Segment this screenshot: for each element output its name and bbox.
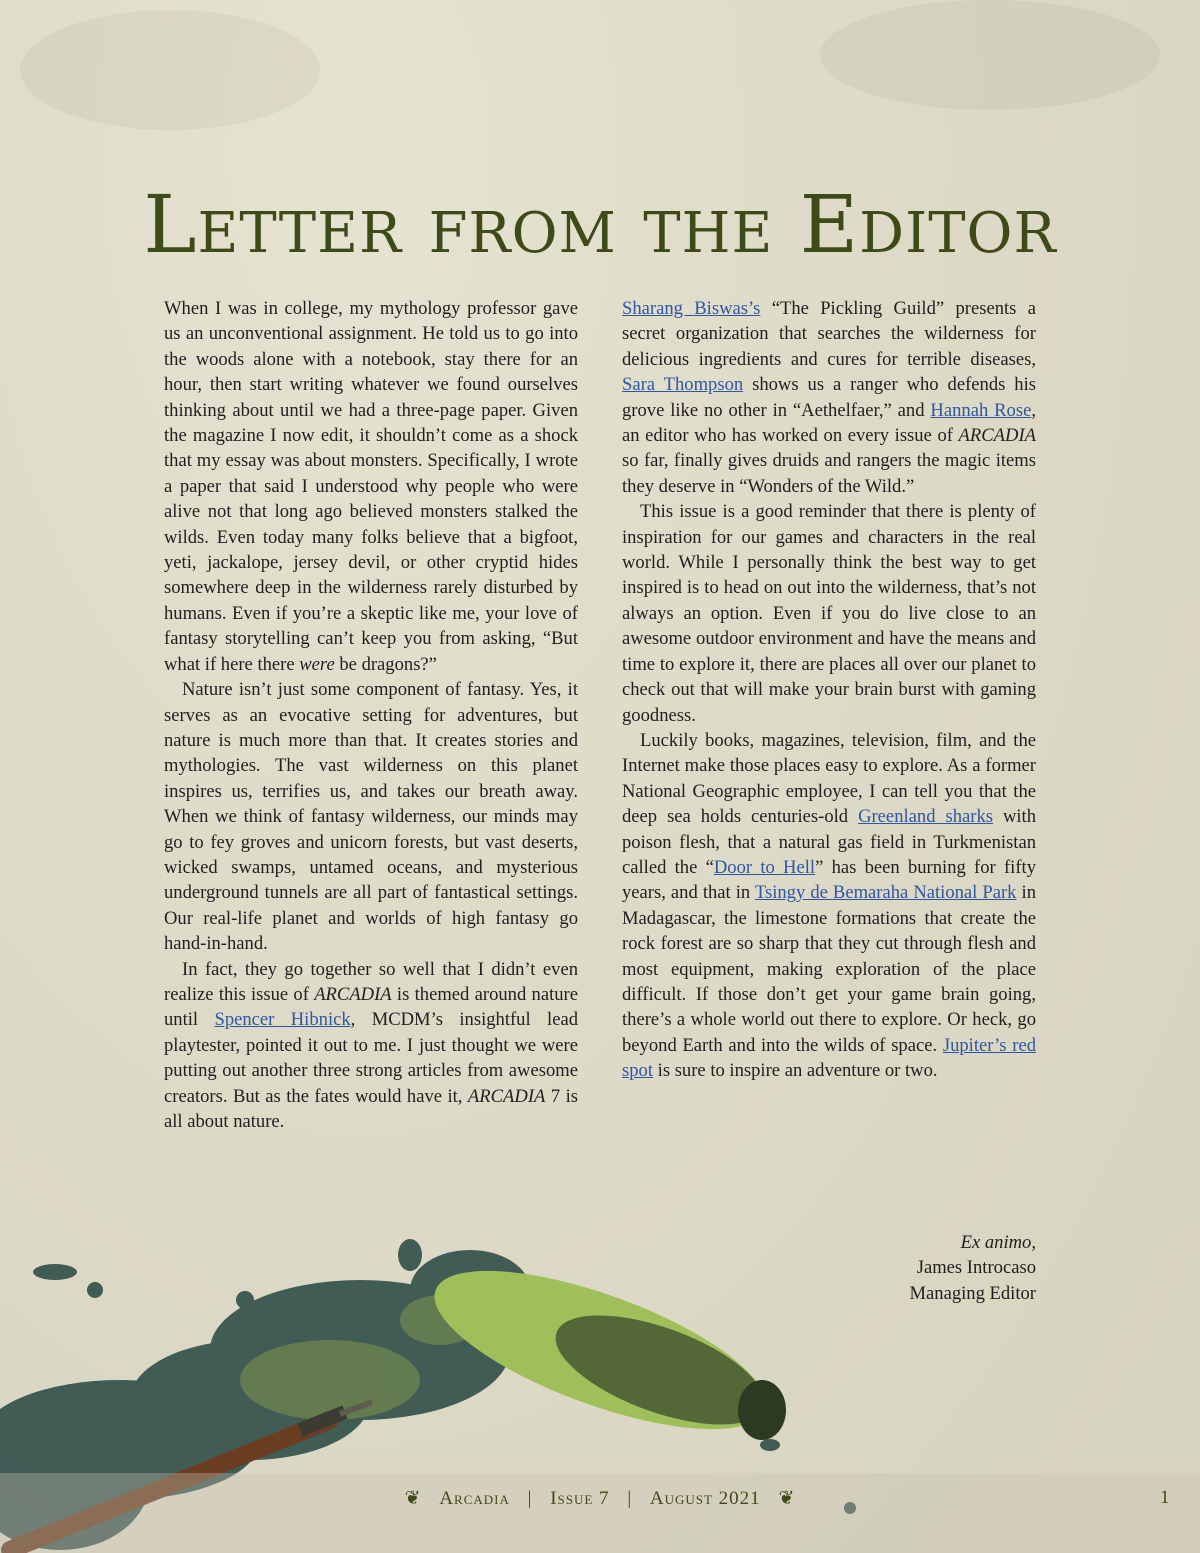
footer-band: [0, 1473, 1200, 1553]
footer-issue: Issue 7: [550, 1488, 610, 1509]
inline-link[interactable]: Spencer Hibnick: [214, 1009, 351, 1031]
text-run: Nature isn’t just some component of fantasy. Yes, it serves as an evocative setting for adventures, but nature is much more than that. It creates stories and mythologies. The vast wilderness on this planet inspires us, terrifies us, and takes our breath away. When we think of fantasy wilderness, our minds may go to fey groves and unicorn forests, but vast deserts, wicked swamps, untamed oceans, and mysterious underground tunnels are all part of fantastical settings. Our real-life planet and worlds of high fantasy go hand-in-hand.: [164, 679, 578, 955]
text-run: In fact, they go together so well that I didn’t even realize this issue of: [164, 958, 578, 1005]
text-run: ” has been burning for fifty years, and that in: [622, 856, 1036, 904]
italic-text: were: [299, 653, 335, 675]
text-run: in Madagascar, the limestone formations that create the rock forest are so sharp that they cut through flesh and most equipment, making exploration of the place difficult. If those don’t get your game brain going, there’s a whole world out there to explore. Or heck, go beyond Earth and into the wilds of space.: [622, 882, 1036, 1056]
page-footer: [0, 1487, 1200, 1510]
text-run: be dragons?”: [334, 653, 437, 675]
italic-text: ARCADIA: [958, 425, 1036, 447]
signoff-role: Managing Editor: [909, 1282, 1036, 1304]
body-paragraph: [622, 499, 1036, 728]
text-run: This issue is a good reminder that there is plenty of inspiration for our games and characters in the real world. While I personally think the best way to get inspired is to head on out into the wilderness, that’s not always an option. Even if you do live close to an awesome outdoor environment and have the means and time to explore it, there are places all over our planet to check out that will make your brain burst with gaming goodness.: [622, 501, 1036, 726]
body-paragraph: [164, 677, 578, 956]
footer-separator: |: [527, 1488, 533, 1509]
inline-link[interactable]: Hannah Rose: [930, 399, 1032, 421]
body-paragraph: [622, 728, 1036, 1084]
inline-link[interactable]: Tsingy de Bemaraha National Park: [754, 882, 1017, 904]
footer-magazine: Arcadia: [439, 1488, 510, 1509]
inline-link[interactable]: Sharang Biswas’s: [622, 298, 761, 319]
italic-text: ARCADIA: [314, 983, 392, 1005]
text-run: with poison flesh, that a natural gas field in Turkmenistan called the “: [622, 806, 1037, 878]
text-run: When I was in college, my mythology professor gave us an unconventional assignment. He told us to go into the woods alone with a notebook, stay there for an hour, then start writing whatever we found ourselves thinking about until we had a three-page paper. Given the magazine I now edit, it shouldn’t come as a shock that my essay was about monsters. Specifically, I wrote a paper that said I understood why people who were alive not that long ago believed monsters stalked the wilds. Even today many folks believe that a bigfoot, yeti, jackalope, jersey devil, or other cryptid hides somewhere deep in the wilderness rarely disturbed by humans. Even if you’re a skeptic like me, your love of fantasy storytelling can’t keep you from asking, “But what if here there: [164, 298, 578, 675]
inline-link[interactable]: Jupiter’s red spot: [622, 1034, 1036, 1082]
text-run: is sure to inspire an adventure or two.: [653, 1060, 938, 1082]
text-run: shows us a ranger who defends his grove like no other in “Aethelfaer,” and: [622, 374, 1036, 421]
body-paragraph: [622, 296, 1036, 499]
left-column: [164, 296, 578, 1134]
footer-date: August 2021: [649, 1488, 761, 1509]
italic-text: ARCADIA: [467, 1085, 546, 1107]
text-run: 7 is all about nature.: [164, 1085, 578, 1132]
body-paragraph: [164, 957, 578, 1135]
signoff-name: James Introcaso: [916, 1257, 1036, 1279]
right-column: [622, 296, 1036, 1084]
page-title: Letter from the Editor: [143, 178, 1057, 271]
footer-separator: |: [627, 1488, 633, 1509]
text-run: is themed around nature until: [164, 983, 578, 1031]
text-run: “The Pickling Guild” presents a secret organization that searches the wilderness for delicious ingredients and cures for terrible diseases,: [622, 298, 1036, 370]
text-run: , an editor who has worked on every issue of: [622, 399, 1036, 447]
body-paragraph: [164, 296, 578, 677]
text-run: so far, finally gives druids and rangers the magic items they deserve in “Wonders of the Wild.”: [622, 450, 1036, 497]
inline-link[interactable]: Greenland sharks: [858, 806, 993, 828]
text-run: Luckily books, magazines, television, film, and the Internet make those places easy to explore. As a former National Geographic employee, I can tell you that the deep sea holds centuries-old: [622, 729, 1036, 828]
inline-link[interactable]: Sara Thompson: [622, 374, 744, 396]
footer-ornament-right-icon: ❦: [778, 1488, 796, 1509]
text-run: , MCDM’s insightful lead playtester, pointed it out to me. I just thought we were putting out another three strong articles from awesome creators. But as the fates would have it,: [164, 1009, 578, 1107]
page-number: 1: [1160, 1487, 1170, 1508]
inline-link[interactable]: Door to Hell: [713, 856, 816, 878]
signoff-closing: Ex animo,: [960, 1232, 1036, 1253]
footer-ornament-left-icon: ❦: [404, 1488, 422, 1509]
